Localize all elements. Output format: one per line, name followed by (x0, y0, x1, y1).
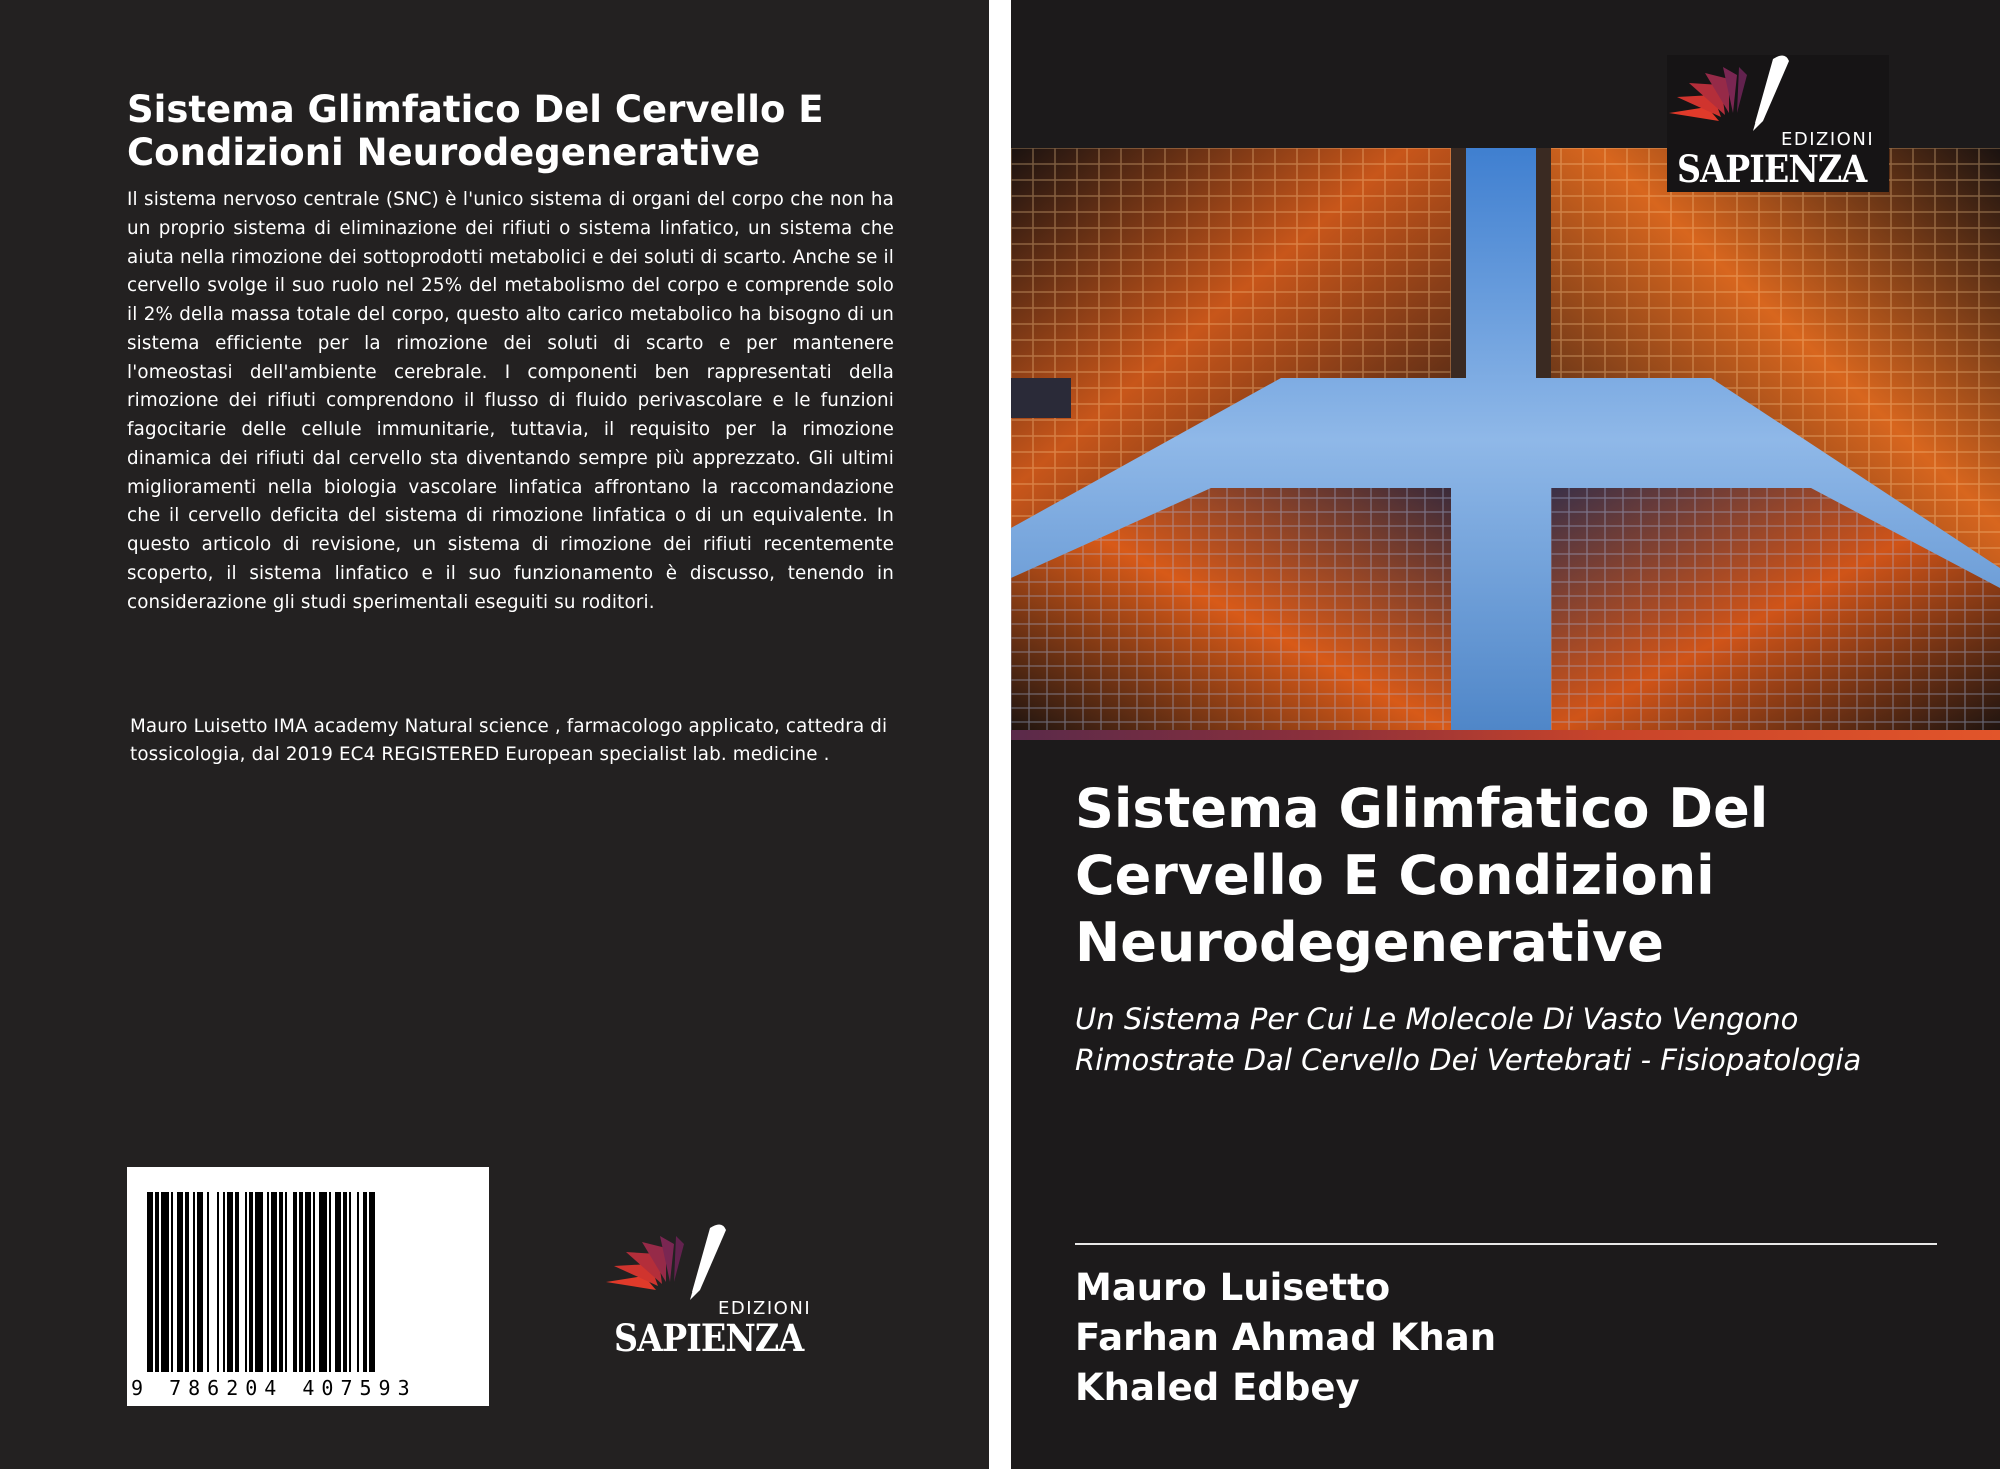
author-bio: Mauro Luisetto IMA academy Natural science , farmacologo applicato, cattedra di tossicologia, dal 2019 EC4 REGISTERED European specialist lab. medicine . (130, 716, 888, 765)
publisher-name: SAPIENZA (614, 1316, 804, 1360)
isbn-digits: 9 786204 407593 (131, 1376, 417, 1400)
back-cover-blurb: Il sistema nervoso centrale (SNC) è l'unico sistema di organi del corpo che non ha un proprio sistema di eliminazione dei rifiuti o sistema linfatico, un sistema che aiuta nella rimozione dei sottoprodotti metabolici e dei soluti di scarto. Anche se il cervello svolge il suo ruolo nel 25% del metabolismo del corpo e comprende solo il 2% della massa totale del corpo, questo alto carico metabolico ha bisogno di un sistema efficiente per la rimozione dei soluti di scarto e per mantenere l'omeostasi dell'ambiente cerebrale. I componenti ben rappresentati della rimozione dei rifiuti comprendono il flusso di fluido perivascolare e le funzioni fagocitarie delle cellule immunitarie, tuttavia, il requisito per la rimozione dinamica dei rifiuti dal cervello sta diventando sempre più apprezzato. Gli ultimi miglioramenti nella biologia vascolare linfatica affrontano la raccomandazione che il cervello deficita del sistema di rimozione linfatica o di un equivalente. In questo articolo di revisione, un sistema di rimozione dei rifiuti recentemente scoperto, il sistema linfatico e il suo funzionamento è discusso, tenendo in considerazione gli studi sperimentali eseguiti su roditori. (127, 189, 894, 613)
front-cover-title: Sistema Glimfatico Del Cervello E Condizioni Neurodegenerative (1075, 777, 1769, 974)
cover-photo-skyscrapers (1011, 148, 2000, 732)
author-name: Mauro Luisetto (1075, 1266, 1391, 1309)
publisher-logo-back (604, 1224, 826, 1362)
author-list (1075, 1263, 1496, 1413)
publisher-edizioni-label: EDIZIONI (1781, 129, 1875, 150)
publisher-logo-front (1667, 55, 1889, 192)
publisher-edizioni-label: EDIZIONI (718, 1298, 812, 1319)
author-name: Farhan Ahmad Khan (1075, 1316, 1497, 1359)
publisher-name: SAPIENZA (1677, 147, 1867, 191)
back-cover-title: Sistema Glimfatico Del Cervello E Condizioni Neurodegenerative (127, 88, 824, 174)
front-cover-subtitle: Un Sistema Per Cui Le Molecole Di Vasto Vengono Rimostrate Dal Cervello Dei Vertebrati - Fisiopatologia (1075, 1002, 1862, 1077)
barcode-bars (127, 1167, 489, 1406)
author-divider (1075, 1243, 1937, 1245)
isbn-barcode (127, 1167, 489, 1406)
author-name: Khaled Edbey (1075, 1366, 1360, 1409)
accent-stripe (1011, 730, 2000, 740)
